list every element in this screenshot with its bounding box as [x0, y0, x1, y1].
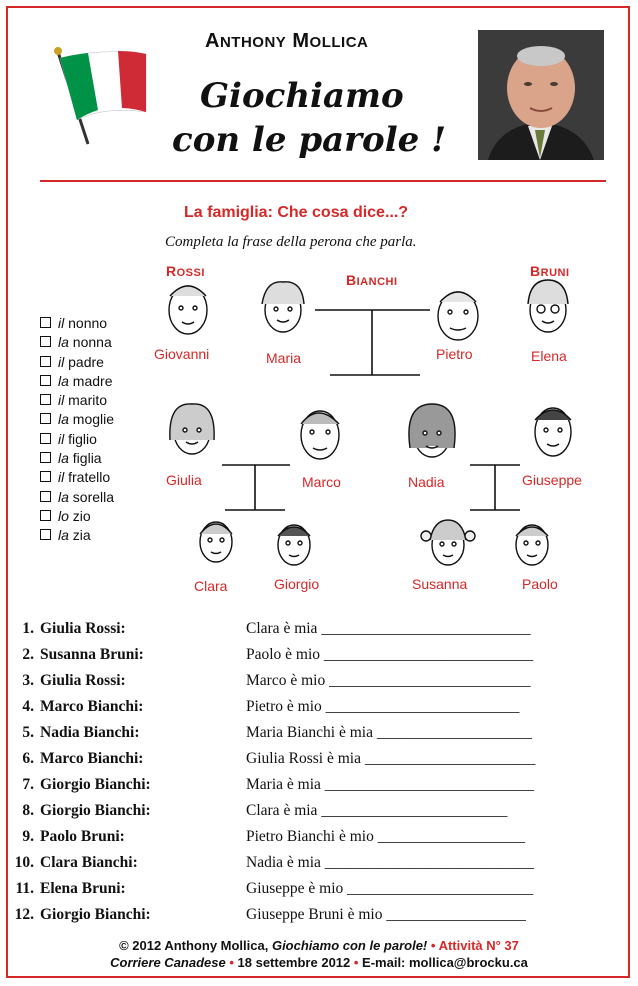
vocab-item: il figlio	[40, 430, 114, 449]
person-name-giorgio: Giorgio	[274, 576, 320, 592]
face-susanna	[421, 520, 475, 565]
title-line-2: con le parole !	[172, 120, 447, 160]
exercise-sentence[interactable]: Giulia Rossi è mia ______________________	[246, 750, 536, 767]
exercise-sentence[interactable]: Marco è mio __________________________	[246, 672, 531, 689]
checkbox[interactable]	[40, 413, 51, 424]
exercise-row: 1. Giulia Rossi:	[22, 620, 126, 637]
person-name-susanna: Susanna	[412, 576, 468, 592]
person-name-giulia: Giulia	[166, 472, 202, 488]
vocab-item: la sorella	[40, 488, 114, 507]
exercise-row: 10. Clara Bianchi:	[14, 854, 138, 871]
face-elena	[528, 280, 568, 332]
person-name-marco: Marco	[302, 474, 341, 490]
vocab-item: la zia	[40, 526, 114, 545]
vocab-item: il fratello	[40, 468, 114, 487]
vocab-item: il marito	[40, 391, 114, 410]
exercise-row: 12. Giorgio Bianchi:	[14, 906, 151, 923]
exercise-row: 11. Elena Bruni:	[15, 880, 126, 897]
person-name-clara: Clara	[194, 578, 228, 594]
vocabulary-list	[40, 314, 114, 546]
exercise-sentence[interactable]: Nadia è mia ___________________________	[246, 854, 535, 871]
face-giovanni	[169, 286, 207, 334]
checkbox[interactable]	[40, 491, 51, 502]
exercise-sentence[interactable]: Giuseppe Bruni è mio __________________	[246, 906, 526, 923]
exercise-sentence[interactable]: Pietro è mio _________________________	[246, 698, 520, 715]
exercise-sentence[interactable]: Maria Bianchi è mia ____________________	[246, 724, 532, 741]
family-name-rossi: ROSSI	[166, 263, 205, 279]
portrait-faces	[169, 280, 571, 565]
exercise-sentence[interactable]: Clara è mia ___________________________	[246, 620, 531, 637]
footer-line-2: Corriere Canadese • 18 settembre 2012 • E-mail: mollica@brocku.ca	[110, 955, 528, 970]
exercise-row: 9. Paolo Bruni:	[22, 828, 125, 845]
vocab-item: lo zio	[40, 507, 114, 526]
family-name-bianchi: BIANCHI	[346, 272, 398, 288]
face-giuseppe	[535, 408, 571, 456]
checkbox[interactable]	[40, 336, 51, 347]
vocab-item: la madre	[40, 372, 114, 391]
checkbox[interactable]	[40, 471, 51, 482]
face-pietro	[438, 292, 478, 340]
exercise-row: 2. Susanna Bruni:	[22, 646, 144, 663]
vocab-item: il padre	[40, 353, 114, 372]
vocab-item: il nonno	[40, 314, 114, 333]
exercise-row: 4. Marco Bianchi:	[22, 698, 144, 715]
exercise-row: 3. Giulia Rossi:	[22, 672, 126, 689]
face-maria	[262, 282, 304, 332]
checkbox[interactable]	[40, 452, 51, 463]
face-giorgio	[278, 525, 310, 565]
checkbox[interactable]	[40, 356, 51, 367]
person-name-elena: Elena	[531, 348, 567, 364]
checkbox[interactable]	[40, 394, 51, 405]
exercise-row: 6. Marco Bianchi:	[22, 750, 144, 767]
exercise-sentence[interactable]: Paolo è mio ___________________________	[246, 646, 534, 663]
checkbox[interactable]	[40, 317, 51, 328]
person-name-pietro: Pietro	[436, 346, 473, 362]
vocab-item: la moglie	[40, 410, 114, 429]
face-paolo	[516, 525, 548, 565]
exercise-sentence[interactable]: Pietro Bianchi è mio ___________________	[246, 828, 525, 845]
checkbox[interactable]	[40, 529, 51, 540]
activity-subtitle: La famiglia: Che cosa dice...?	[184, 204, 409, 221]
author-name: ANTHONY MOLLICA	[205, 30, 369, 52]
exercise-row: 8. Giorgio Bianchi:	[22, 802, 151, 819]
person-name-giuseppe: Giuseppe	[522, 472, 582, 488]
exercise-sentence[interactable]: Giuseppe è mio ________________________	[246, 880, 534, 897]
face-giulia	[170, 404, 214, 454]
face-marco	[301, 411, 339, 459]
vocab-item: la figlia	[40, 449, 114, 468]
exercise-sentence[interactable]: Maria è mia ___________________________	[246, 776, 535, 793]
checkbox[interactable]	[40, 510, 51, 521]
person-name-nadia: Nadia	[408, 474, 445, 490]
person-name-giovanni: Giovanni	[154, 346, 210, 362]
person-name-paolo: Paolo	[522, 576, 558, 592]
checkbox[interactable]	[40, 375, 51, 386]
face-nadia	[409, 404, 455, 457]
activity-instruction: Completa la frase della perona che parla.	[165, 234, 417, 250]
exercise-sentence[interactable]: Clara è mia ________________________	[246, 802, 508, 819]
title-line-1: Giochiamo	[200, 76, 404, 116]
family-name-bruni: BRUNI	[530, 263, 570, 279]
checkbox[interactable]	[40, 433, 51, 444]
face-clara	[200, 522, 232, 562]
exercise-row: 7. Giorgio Bianchi:	[22, 776, 151, 793]
footer-line-1: © 2012 Anthony Mollica, Giochiamo con le parole! • Attività N° 37	[119, 938, 519, 953]
person-name-maria: Maria	[266, 350, 302, 366]
exercise-row: 5. Nadia Bianchi:	[22, 724, 140, 741]
vocab-item: la nonna	[40, 333, 114, 352]
